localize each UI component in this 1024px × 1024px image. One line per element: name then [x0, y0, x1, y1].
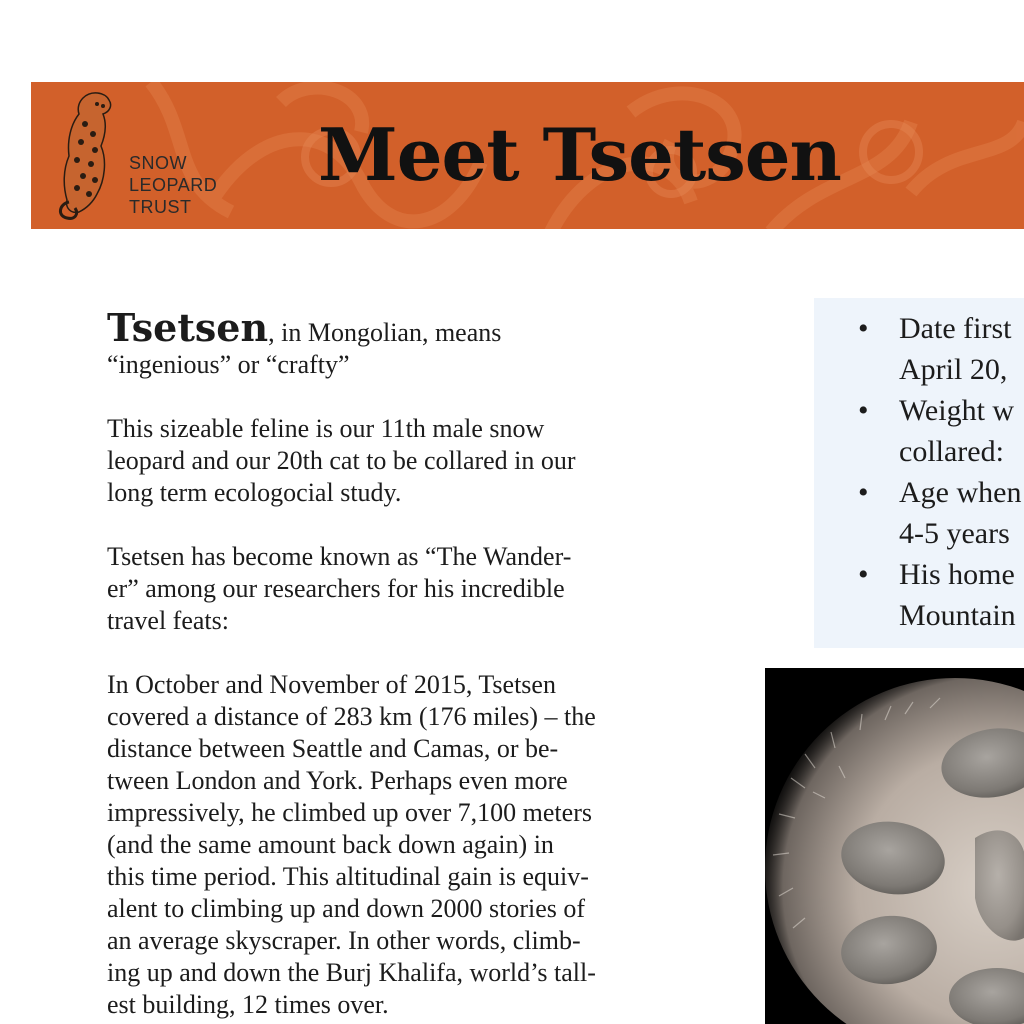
- paragraph-line: This sizeable feline is our 11th male snow: [107, 414, 545, 443]
- snow-leopard-paw-icon: [765, 668, 1024, 1024]
- paragraph-line: an average skyscraper. In other words, climb-: [107, 926, 581, 955]
- intro-line-2: “ingenious” or “crafty”: [107, 350, 350, 379]
- fact-line: 4-5 years: [899, 517, 1010, 550]
- intro-paragraph: [107, 305, 697, 381]
- intro-line-1: [107, 305, 697, 350]
- main-text-column: [107, 305, 697, 1024]
- paragraph-line: In October and November of 2015, Tsetsen: [107, 670, 556, 699]
- fact-line: Weight w: [899, 394, 1015, 427]
- paragraph-line: distance between Seattle and Camas, or be-: [107, 734, 559, 763]
- paragraph-line: this time period. This altitudinal gain is equiv-: [107, 862, 589, 891]
- paragraph-wanderer: [107, 541, 697, 637]
- logo-line-snow: SNOW: [129, 153, 187, 173]
- paw-photo: [765, 668, 1024, 1024]
- paragraph-collar-study: [107, 413, 697, 509]
- facts-list: [814, 308, 1021, 636]
- fact-weight: [814, 390, 1021, 472]
- fact-line: Age when: [899, 476, 1022, 509]
- paragraph-line: travel feats:: [107, 606, 229, 635]
- paragraph-line: impressively, he climbed up over 7,100 meters: [107, 798, 592, 827]
- paragraph-line: leopard and our 20th cat to be collared in our: [107, 446, 576, 475]
- paragraph-line: alent to climbing up and down 2000 stories of: [107, 894, 586, 923]
- paragraph-line: (and the same amount back down again) in: [107, 830, 554, 859]
- fact-line: His home: [899, 558, 1015, 591]
- paragraph-line: long term ecologocial study.: [107, 478, 402, 507]
- paragraph-line: ing up and down the Burj Khalifa, world’s tall-: [107, 958, 596, 987]
- snow-leopard-trust-logo: [53, 90, 233, 222]
- leopard-name: Tsetsen: [107, 305, 269, 350]
- paragraph-travel-feats: [107, 669, 697, 1021]
- fact-date-first-collared: [814, 308, 1021, 390]
- paragraph-line: est building, 12 times over.: [107, 990, 389, 1019]
- paragraph-line: tween London and York. Perhaps even more: [107, 766, 568, 795]
- bullet-icon: •: [858, 312, 869, 345]
- fact-line: collared:: [899, 435, 1004, 468]
- bullet-icon: •: [858, 558, 869, 591]
- fact-line: Mountain: [899, 599, 1016, 632]
- bullet-icon: •: [858, 394, 869, 427]
- intro-meaning-text: , in Mongolian, means: [268, 318, 502, 347]
- paragraph-line: Tsetsen has become known as “The Wander-: [107, 542, 572, 571]
- logo-line-leopard: LEOPARD: [129, 175, 218, 195]
- page-title: Meet Tsetsen: [318, 112, 841, 197]
- logo-line-trust: TRUST: [129, 197, 192, 217]
- logo-wordmark: [129, 152, 217, 218]
- snow-leopard-logo-icon: [53, 90, 129, 222]
- paragraph-line: covered a distance of 283 km (176 miles) – the: [107, 702, 596, 731]
- fact-line: April 20,: [899, 353, 1008, 386]
- header-banner: [31, 82, 1024, 229]
- fact-line: Date first: [899, 312, 1012, 345]
- fact-age: [814, 472, 1021, 554]
- fact-home-range: [814, 554, 1021, 636]
- facts-box: [814, 298, 1024, 648]
- bullet-icon: •: [858, 476, 869, 509]
- paragraph-line: er” among our researchers for his incredible: [107, 574, 565, 603]
